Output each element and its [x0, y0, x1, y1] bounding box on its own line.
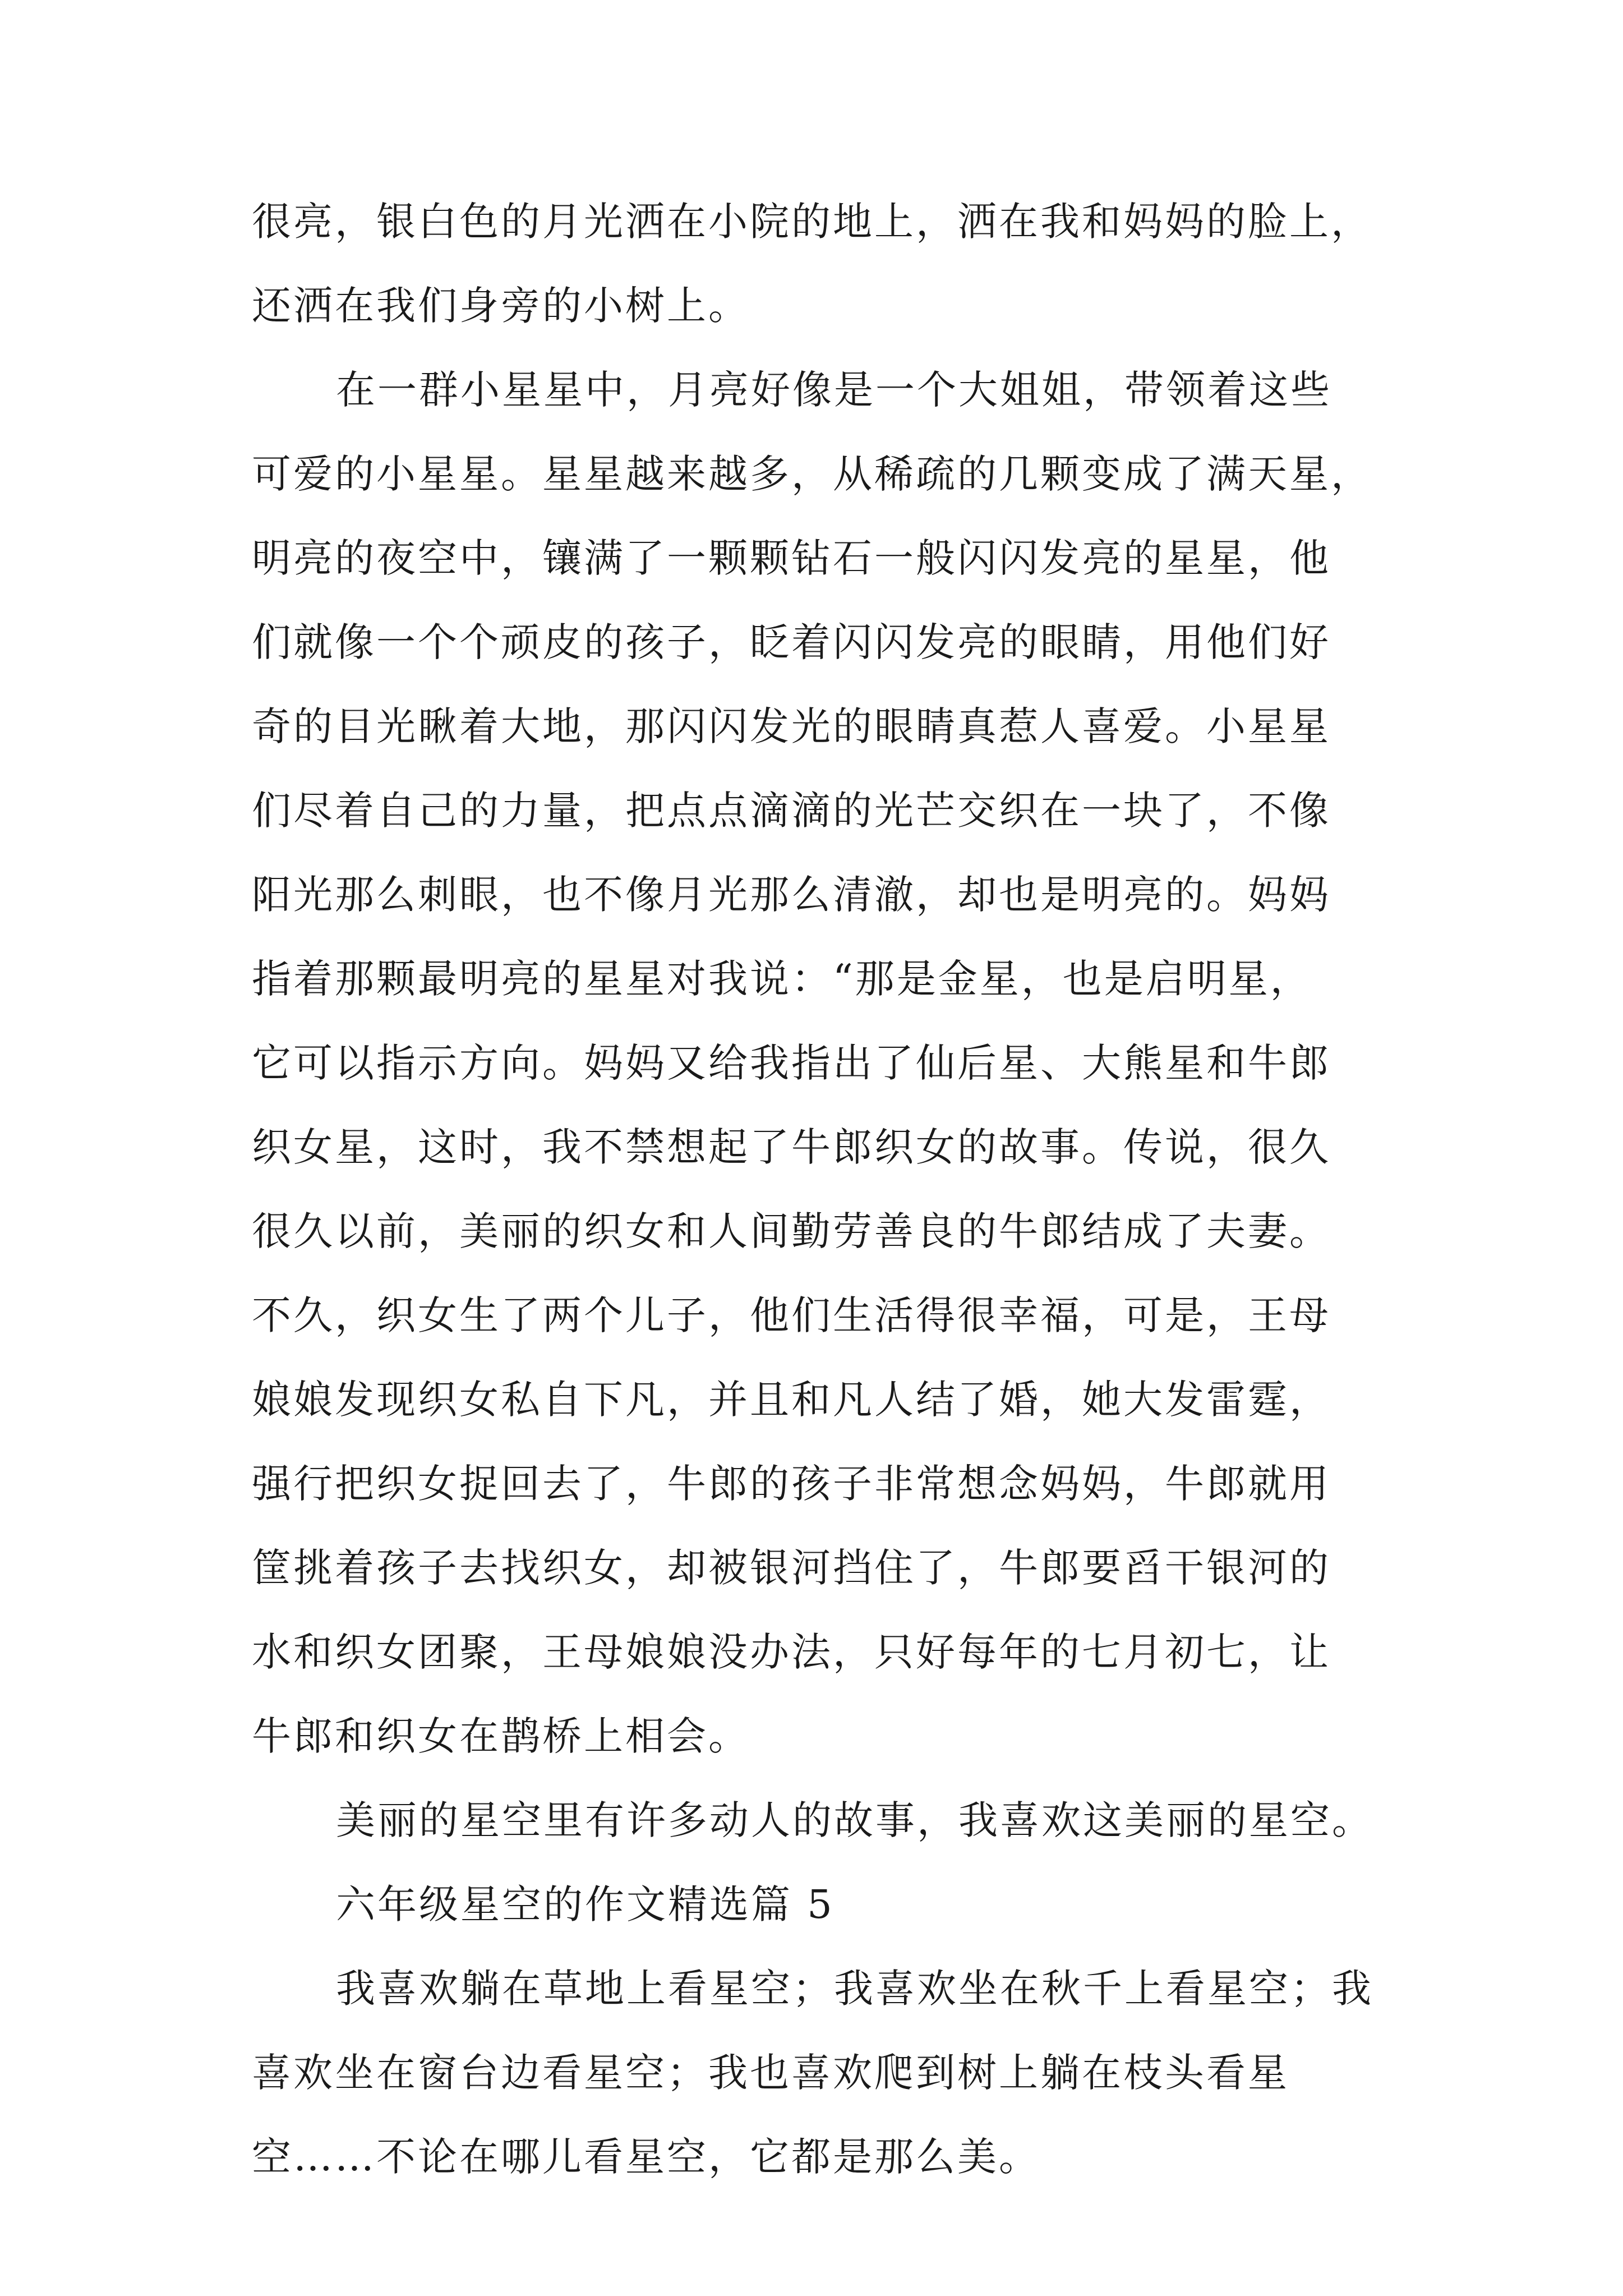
text-line: 阳光那么刺眼，也不像月光那么清澈，却也是明亮的。妈妈 [252, 872, 1331, 918]
text-line: 筐挑着孩子去找织女，却被银河挡住了，牛郎要舀干银河的 [252, 1545, 1331, 1591]
text-line: 明亮的夜空中，镶满了一颗颗钻石一般闪闪发亮的星星，他 [252, 535, 1331, 581]
text-line: 它可以指示方向。妈妈又给我指出了仙后星、大熊星和牛郎 [252, 1040, 1331, 1086]
text-line: 还洒在我们身旁的小树上。 [252, 283, 750, 329]
document-body [252, 180, 1385, 2199]
text-line: 喜欢坐在窗台边看星空；我也喜欢爬到树上躺在枝头看星 [252, 2050, 1289, 2096]
text-line: 可爱的小星星。星星越来越多，从稀疏的几颗变成了满天星， [252, 451, 1372, 497]
text-line: 们尽着自己的力量，把点点滴滴的光芒交织在一块了，不像 [252, 788, 1331, 834]
paragraph-start-line: 美丽的星空里有许多动人的故事，我喜欢这美丽的星空。 [336, 1797, 1373, 1843]
text-line: 强行把织女捉回去了，牛郎的孩子非常想念妈妈，牛郎就用 [252, 1461, 1331, 1507]
text-line: 娘娘发现织女私自下凡，并且和凡人结了婚，她大发雷霆， [252, 1377, 1331, 1423]
text-line: 牛郎和织女在鹊桥上相会。 [252, 1713, 750, 1759]
text-line: 很亮，银白色的月光洒在小院的地上，洒在我和妈妈的脸上， [252, 199, 1372, 245]
paragraph-start-line: 在一群小星星中，月亮好像是一个大姐姐，带领着这些 [336, 367, 1332, 413]
text-line: 指着那颗最明亮的星星对我说：“那是金星，也是启明星， [252, 956, 1312, 1002]
text-line: 水和织女团聚，王母娘娘没办法，只好每年的七月初七，让 [252, 1629, 1331, 1675]
text-line: 奇的目光瞅着大地，那闪闪发光的眼睛真惹人喜爱。小星星 [252, 703, 1331, 749]
text-line: 不久，织女生了两个儿子，他们生活得很幸福，可是，王母 [252, 1292, 1331, 1338]
text-line: 很久以前，美丽的织女和人间勤劳善良的牛郎结成了夫妻。 [252, 1208, 1331, 1254]
text-line: 织女星，这时，我不禁想起了牛郎织女的故事。传说，很久 [252, 1124, 1331, 1170]
text-line: 空……不论在哪儿看星空，它都是那么美。 [252, 2134, 1040, 2180]
paragraph-start-line: 我喜欢躺在草地上看星空；我喜欢坐在秋千上看星空；我 [336, 1966, 1373, 2012]
text-line: 们就像一个个顽皮的孩子，眨着闪闪发亮的眼睛，用他们好 [252, 619, 1331, 665]
section-heading: 六年级星空的作文精选篇 5 [336, 1881, 834, 1927]
